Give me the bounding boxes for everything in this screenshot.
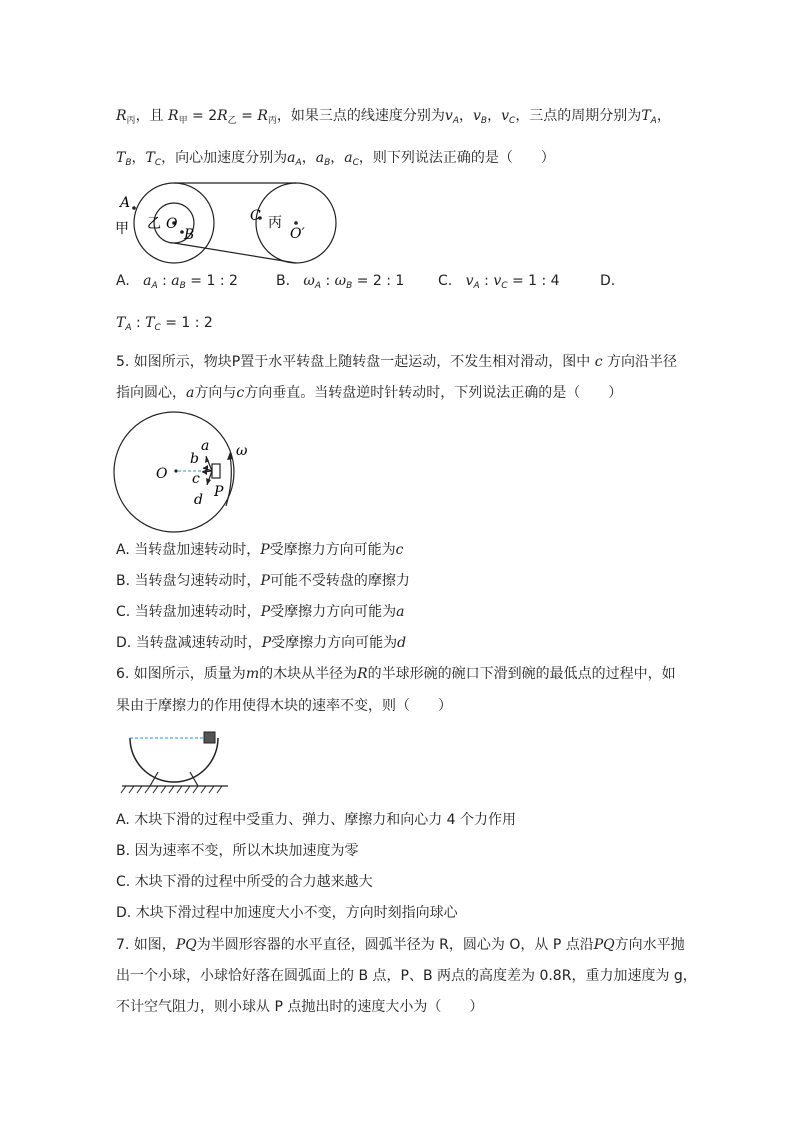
q4-option-c[interactable]: C. $v_A$ : $v_C = 1$ : 4 <box>438 273 560 291</box>
label-A: A <box>120 195 131 211</box>
label-C: C <box>250 208 261 224</box>
q5-option-b[interactable]: B. 当转盘匀速转动时，P可能不受转盘的摩擦力 <box>116 573 410 589</box>
label-O-prime: O′ <box>290 226 305 242</box>
q6-option-a[interactable]: A. 木块下滑的过程中受重力、弹力、摩擦力和向心力 4 个力作用 <box>116 812 517 828</box>
label-jia: 甲 <box>115 221 129 237</box>
q6-stem-line-2: 果由于摩擦力的作用使得木块的速率不变，则（ ） <box>116 698 452 714</box>
q4-stem-line-1: $R_丙$，且 $R_甲 = 2R_乙 = R_丙$，如果三点的线速度分别为$v_A$，$v_B$，$v_C$，三点的周期分别为$T_A$， <box>116 108 671 126</box>
label-B: B <box>184 227 195 243</box>
q6-bowl-diagram <box>120 728 260 796</box>
label-omega: ω <box>236 443 248 459</box>
label-c: c <box>192 471 200 487</box>
q4-option-d-expr[interactable]: $T_A$ : $T_C = 1$ : 2 <box>116 315 213 333</box>
bowl-arc <box>130 738 218 782</box>
q5-option-d[interactable]: D. 当转盘减速转动时，P受摩擦力方向可能为d <box>116 635 407 651</box>
q4-pulley-diagram <box>110 180 350 270</box>
label-bing: 丙 <box>268 215 282 231</box>
q5-option-a[interactable]: A. 当转盘加速转动时，P受摩擦力方向可能为c <box>116 542 404 558</box>
label-P: P <box>214 484 224 500</box>
q4-option-b[interactable]: B. $\omega_A$ : $\omega_B = 2$ : 1 <box>276 273 405 291</box>
q5-turntable-diagram <box>108 408 268 536</box>
label-b: b <box>190 451 199 467</box>
label-d: d <box>194 492 203 508</box>
q5-stem-line-2: 指向圆心，a方向与c方向垂直。当转盘逆时针转动时，下列说法正确的是（ ） <box>116 385 623 401</box>
q6-option-d[interactable]: D. 木块下滑过程中加速度大小不变，方向时刻指向球心 <box>116 905 458 921</box>
q7-stem-line-3: 不计空气阻力，则小球从 P 点抛出时的速度大小为（ ） <box>116 999 484 1015</box>
wood-block <box>204 732 215 743</box>
q6-option-c[interactable]: C. 木块下滑的过程中所受的合力越来越大 <box>116 874 373 890</box>
q7-stem-line-2: 出一个小球，小球恰好落在圆弧面上的 B 点，P、B 两点的高度差为 0.8R，重力加速度为 g， <box>116 968 697 984</box>
q4-option-a[interactable]: A. $a_A$ : $a_B = 1$ : 2 <box>116 273 238 291</box>
q6-option-b[interactable]: B. 因为速率不变，所以木块加速度为零 <box>116 843 359 859</box>
block-P <box>212 464 220 478</box>
belt-bottom <box>174 243 296 263</box>
q4-option-d-letter[interactable]: D. <box>600 273 616 289</box>
label-O: O <box>156 466 168 482</box>
q4-stem-line-2: $T_B$，$T_C$，向心加速度分别为$a_A$，$a_B$，$a_C$，则下列说法正确的是（ ） <box>116 150 555 168</box>
q5-stem-line-1: 5. 如图所示，物块P置于水平转盘上随转盘一起运动，不发生相对滑动，图中 c 方向沿半径 <box>116 354 677 370</box>
omega-arrow <box>226 456 231 506</box>
label-O: O <box>166 216 178 232</box>
label-yi: 乙 <box>147 216 161 232</box>
q7-stem-line-1: 7. 如图，PQ为半圆形容器的水平直径，圆弧半径为 R，圆心为 O，从 P 点沿PQ方向水平抛 <box>116 937 685 953</box>
q5-option-c[interactable]: C. 当转盘加速转动时，P受摩擦力方向可能为a <box>116 604 405 620</box>
label-a: a <box>201 438 210 454</box>
q6-stem-line-1: 6. 如图所示，质量为m的木块从半径为R的半球形碗的碗口下滑到碗的最低点的过程中，如 <box>116 666 676 682</box>
